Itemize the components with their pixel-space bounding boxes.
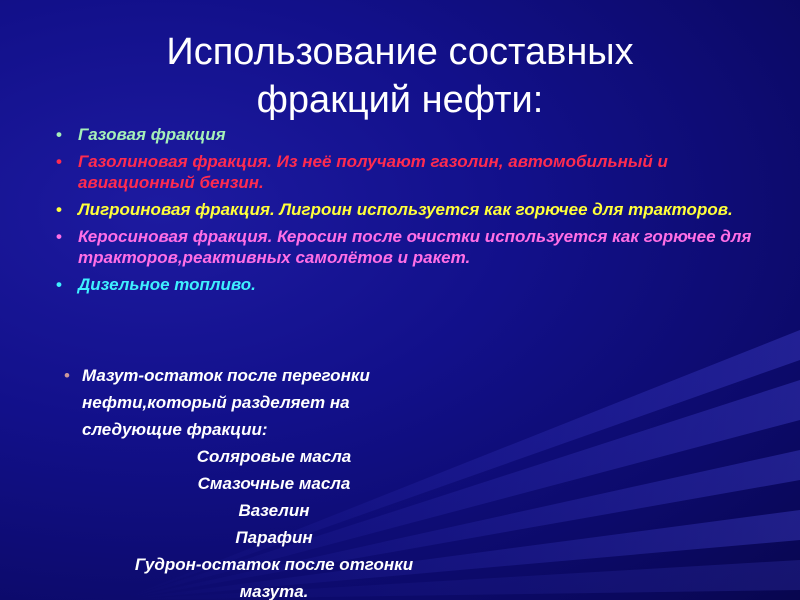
- mazut-line-2: нефти,который разделяет на: [82, 393, 350, 412]
- mazut-line-3: следующие фракции:: [82, 420, 268, 439]
- mazut-fraction-tar: Гудрон-остаток после отгонки: [134, 555, 414, 574]
- list-item-text: Керосиновая фракция. Керосин после очистки используется как горючее для тракторов,реактивных самолётов и ракет.: [78, 227, 752, 267]
- mazut-fraction-solar-oils: Соляровые масла: [196, 447, 352, 466]
- list-item-ligroin: [54, 199, 764, 220]
- title-line-1: Использование составных: [166, 31, 634, 73]
- mazut-fraction-lubricating-oils: Смазочные масла: [197, 474, 351, 493]
- bullet-icon: •: [64, 366, 70, 385]
- title-line-2: фракций нефти:: [256, 79, 544, 121]
- list-item-kerosene: [54, 226, 764, 268]
- bullet-icon: •: [56, 125, 62, 144]
- list-item-text: Лигроиновая фракция. Лигроин используется как горючее для тракторов.: [78, 200, 733, 219]
- list-item-gasoline: [54, 151, 764, 193]
- mazut-fraction-paraffin: Парафин: [235, 528, 313, 547]
- bullet-icon: •: [56, 152, 62, 171]
- mazut-fraction-vaseline: Вазелин: [238, 501, 310, 520]
- mazut-block: [64, 362, 484, 600]
- bullet-icon: •: [56, 227, 62, 246]
- mazut-line-1: Мазут-остаток после перегонки: [82, 366, 370, 385]
- mazut-fraction-tar-cont: мазута.: [239, 582, 309, 600]
- list-item-text: Газолиновая фракция. Из неё получают газолин, автомобильный и авиационный бензин.: [78, 152, 668, 192]
- bullet-icon: •: [56, 275, 62, 294]
- slide-title: [60, 28, 740, 124]
- bullet-icon: •: [56, 200, 62, 219]
- list-item-text: Газовая фракция: [78, 125, 226, 144]
- list-item-gas: [54, 124, 764, 145]
- list-item-diesel: [54, 274, 764, 295]
- list-item-text: Дизельное топливо.: [78, 275, 256, 294]
- fraction-list: [54, 124, 764, 301]
